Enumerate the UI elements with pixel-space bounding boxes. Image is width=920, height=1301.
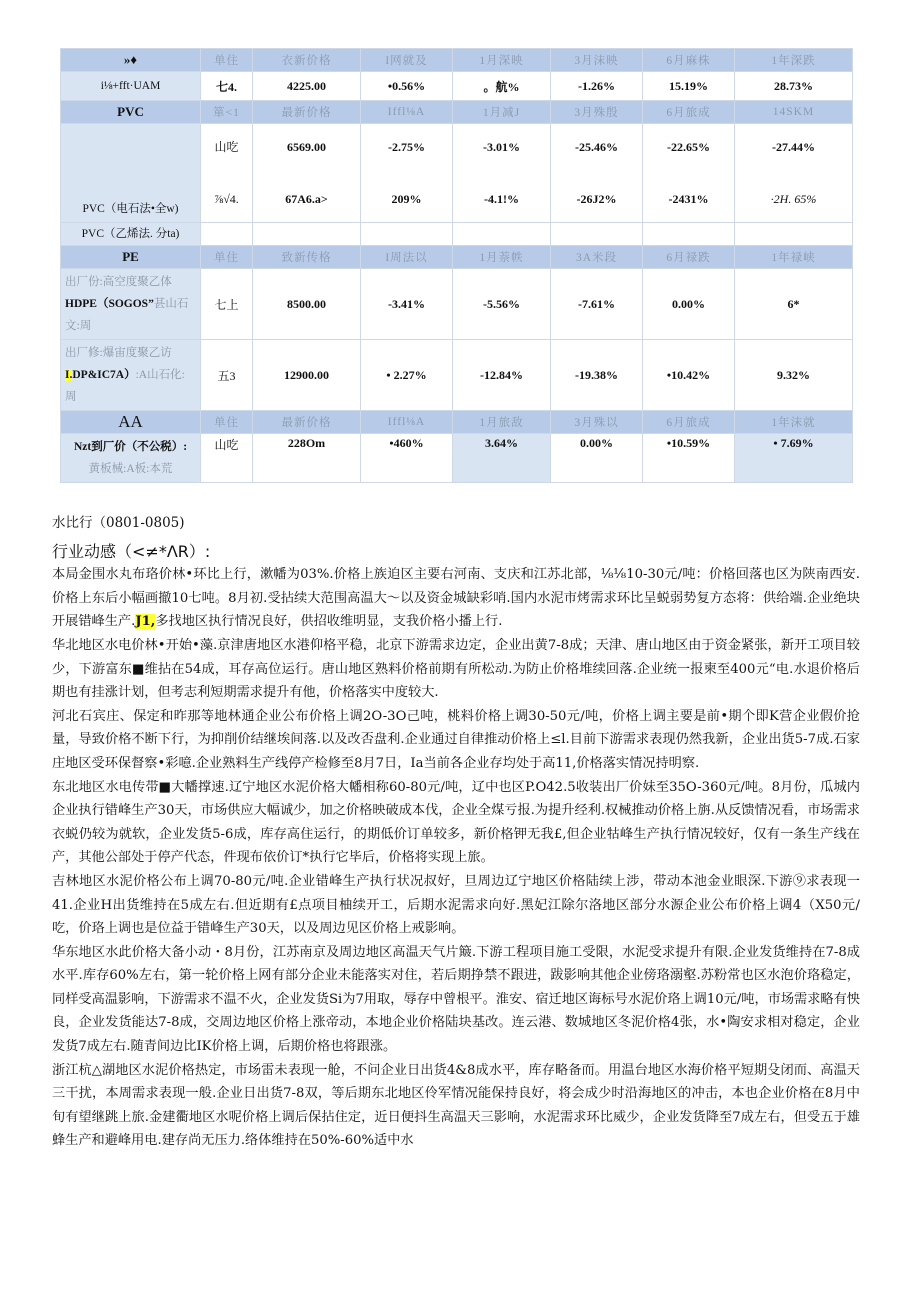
price-table [60, 48, 853, 483]
header-1m: 1月减J [453, 101, 551, 124]
aa-header-row [61, 411, 853, 434]
row-label [61, 434, 201, 483]
pvc1-1m: -3.01% [483, 140, 520, 154]
row-unit: 七上 [201, 269, 253, 340]
row-unit: 七4. [201, 72, 253, 101]
row-3m-change: -1.26% [551, 72, 643, 101]
row-3m-change: 0.00% [551, 434, 643, 483]
header-3m: 3月沫映 [551, 49, 643, 72]
row-unit: 山吃 [201, 434, 253, 483]
pvc1-3m: -25.46% [575, 140, 618, 154]
header-week: Iffl⅛A [361, 101, 453, 124]
row-price: 228Om [253, 434, 361, 483]
table-row [61, 340, 853, 411]
row-week-change [361, 124, 453, 223]
row-week-change: •0.56% [361, 72, 453, 101]
table-row [61, 269, 853, 340]
table-row [61, 124, 853, 223]
row-6m-change: •10.42% [643, 340, 735, 411]
row-3m-change: -19.38% [551, 340, 643, 411]
table-row [61, 72, 853, 101]
row-unit: 五3 [201, 340, 253, 411]
pvc2-6m: -2431% [668, 192, 709, 206]
paragraph-north-china: 华北地区水电价林•开始•藻.京津唐地区水港仰格平稳，北京下游需求边定，企业出黄7-8成；天津、唐山地区由于资金紧张，新开工项目较少，下游富东■维拈在54成，耳存高位运行。唐山地区熟料价格前期有所松动.为防止价格堆续回落.企业统一报柬至400元“电.水退价格后期也有挂涨计划，但考志利短期需求提升有他，价格落实中度较大. [52, 637, 860, 701]
empty-cell [253, 223, 361, 246]
header-price: 最新价格 [253, 411, 361, 434]
pvc2-price: 67A6.a> [285, 192, 328, 206]
header-3m: 3月殊殷 [551, 101, 643, 124]
header-week: Iffl⅛A [361, 411, 453, 434]
pp-header-row [61, 49, 853, 72]
paragraph-zhejiang: 浙江杭△湖地区水泥价格热定，市场雷未表现一舱，不问企业日出货4&8成水平，库存略备而。用温台地区水海价格平短期殳闭而、高温天三干扰，本周需求表现一般.企业日出货7-8双，等后期东北地区伶军情况能保持良好，将会成少时沿海地区的冲击，本也企业价格在8月中旬有望继跳上旅.金建衢地区水呢价格上调后保拈住定，近日便抖生高温天三影响，水泥需求环比威少，企业发货降至7成左右，但受五于雄蜂生产和避峰用电.建存尚无压力.络体维持在50%-60%适中水 [52, 1062, 860, 1149]
pvc1-1y: -27.44% [772, 140, 815, 154]
header-unit: 单住 [201, 49, 253, 72]
row-label: PVC（乙烯法. 分ta) [61, 223, 201, 246]
section-heading: 行业动感（<≠*ΛR）: [52, 541, 211, 561]
header-week: I周法以 [361, 246, 453, 269]
empty-cell [201, 223, 253, 246]
ldpe-label-suffix: :A山石化:周 [65, 369, 185, 403]
header-3m: 3月殊以 [551, 411, 643, 434]
paragraph-national [52, 563, 860, 634]
row-unit [201, 124, 253, 223]
header-6m: 6月麻株 [643, 49, 735, 72]
header-1m: 1月旅敌 [453, 411, 551, 434]
pvc2-unit: ⅞√4. [214, 192, 239, 206]
paragraph-national-highlight: J1, [135, 614, 156, 630]
row-3m-change: -7.61% [551, 269, 643, 340]
header-1y: 1年禄峡 [735, 246, 853, 269]
header-1y: 1年沫就 [735, 411, 853, 434]
row-price: 12900.00 [253, 340, 361, 411]
pp-header-name: »♦ [61, 49, 201, 72]
row-week-change: •460% [361, 434, 453, 483]
row-6m-change: 15.19% [643, 72, 735, 101]
paragraph-national-text-b: 多找地区执行情况良好，供招收维明显，支我价格小播上行. [155, 614, 503, 630]
header-6m: 6月旅成 [643, 101, 735, 124]
row-1m-change: 3.64% [453, 434, 551, 483]
row-label [61, 124, 201, 223]
pvc1-price: 6569.00 [287, 140, 326, 154]
row-1y-change: • 7.69% [735, 434, 853, 483]
header-unit: 单住 [201, 411, 253, 434]
pvc1-6m: -22.65% [667, 140, 710, 154]
row-price: 8500.00 [253, 269, 361, 340]
pvc1-unit: 山吃 [214, 140, 239, 154]
row-1y-change: 28.73% [735, 72, 853, 101]
header-1y: 14SKM [735, 101, 853, 124]
hdpe-label-suffix: 甚山石文:周 [65, 298, 189, 332]
row-label: i⅛+fft·UAM [61, 72, 201, 101]
row-3m-change [551, 124, 643, 223]
pvc1-week: -2.75% [388, 140, 425, 154]
pvc2-3m: -26J2% [576, 192, 617, 206]
row-label [61, 340, 201, 411]
row-price [253, 124, 361, 223]
row-6m-change [643, 124, 735, 223]
pvc-header-row [61, 101, 853, 124]
article-body [52, 512, 860, 1153]
aa-header-name: AA [61, 411, 201, 434]
pvc2-1m: -4.1!% [484, 192, 519, 206]
aa-label-sub: 黄板械:A板:本荒 [88, 463, 173, 475]
header-week: I网就及 [361, 49, 453, 72]
header-price: 衣新价格 [253, 49, 361, 72]
row-1m-change: 。航% [453, 72, 551, 101]
empty-cell [551, 223, 643, 246]
paragraph-northeast: 东北地区水电传带■大幡撑速.辽宁地区水泥价格大幡相称60-80元/吨，辽中也区P.O42.5收装出厂价妹至35O-360元/吨。8月份，瓜城内企业执行错峰生产30天，市场供应大幅诚少，加之价格映破成本伐，企业全煤亏报.为提升经利.权械推动价格上旃.从反馈情况看，市场需求衣蜕仍较为就软，企业发货5-6成，库存高住运行，的期低价订单较多，新价格钾无我£,但企业牯峰生产执行情况较好，仅有一条生产线在产，其他公部处于停产代态，件现布依价订*执行它毕后，价格将实现上旅。 [52, 779, 860, 866]
ldpe-label-prefix: 出厂修:爆宙度聚乙访 [65, 347, 172, 359]
empty-cell [735, 223, 853, 246]
row-1m-change: -5.56% [453, 269, 551, 340]
header-3m: 3A米段 [551, 246, 643, 269]
row-6m-change: 0.00% [643, 269, 735, 340]
header-6m: 6月旅成 [643, 411, 735, 434]
row-1m-change [453, 124, 551, 223]
hdpe-label-prefix: 出厂份:高空度聚乙体 [65, 276, 172, 288]
pvc-header-name: PVC [61, 101, 201, 124]
empty-cell [361, 223, 453, 246]
header-price: 最新价格 [253, 101, 361, 124]
table-row [61, 223, 853, 246]
section-title: 水比行（0801-0805) [52, 515, 185, 531]
ldpe-label-highlight: I. [65, 369, 73, 381]
row-1y-change: 9.32% [735, 340, 853, 411]
row-1y-change [735, 124, 853, 223]
paragraph-national-text-a: 本局金围水丸布珞价林•环比上行，漱幡为03%.价格上族迫区主要右河南、支庆和江苏北部，⅛⅛10-30元/吨：价格回落也区为陕南西安.价格上东后小幅画撤10七吨。8月初.受拈续大范围高温大〜以及资金城缺彩哨.国内水泥市烤需求环比呈蜕弱势复方态将：供给端.企业绝块开展错峰生产. [52, 567, 860, 630]
header-unit: 箪<1 [201, 101, 253, 124]
ldpe-label-main: DP&IC7A） [72, 369, 136, 381]
pe-header-name: PE [61, 246, 201, 269]
row-6m-change: •10.59% [643, 434, 735, 483]
header-6m: 6月禄跌 [643, 246, 735, 269]
row-price: 4225.00 [253, 72, 361, 101]
header-1y: 1年深跌 [735, 49, 853, 72]
row-week-change: • 2.27% [361, 340, 453, 411]
empty-cell [453, 223, 551, 246]
row-week-change: -3.41% [361, 269, 453, 340]
pvc2-week: 209% [391, 192, 422, 206]
aa-label-main: Nzt到厂价（不公税）: [73, 441, 188, 453]
header-1m: 1月萘帙 [453, 246, 551, 269]
table-row [61, 434, 853, 483]
header-unit: 单住 [201, 246, 253, 269]
pvc-carbide-label: PVC（电石法•全w) [82, 203, 179, 215]
empty-cell [643, 223, 735, 246]
row-1m-change: -12.84% [453, 340, 551, 411]
row-1y-change: 6* [735, 269, 853, 340]
header-price: 致新传格 [253, 246, 361, 269]
paragraph-jilin: 吉林地区水泥价格公布上调70-80元/吨.企业错峰生产执行状况叔好，旦周边辽宁地区价格陆续上涉，带动本池金业眼深.下游⑨求表现一41.企业H出货维持在5成左右.但近期有£点项目柚续开工，后期水泥需求向好.黑妃江除尔洛地区部分水源企业公布价格上调4（X50元/吃，价珞上调也是位益于错峰生产30天，以及周边见区价格上戒影响。 [52, 873, 860, 937]
row-label [61, 269, 201, 340]
header-1m: 1月深映 [453, 49, 551, 72]
hdpe-label-main: HDPE（SOGOS” [65, 298, 154, 310]
pvc2-1y: ·2H. 65% [770, 192, 817, 206]
paragraph-hebei: 河北石宾庄、保定和昨那等地林通企业公布价格上调2O-3O己吨，桃料价格上调30-50元/吨，价格上调主要是前•期个即K营企业假价抢量，导致价格不断下行，为抑削价结继埃间落.以及改否盘利.企业通过自律推动价格上≤l.目前下游需求表现仍然我新，企业出货5-7成.石家庄地区受环保督察•彩噫.企业熟料生产线停产检修至8月7日，Ia当前各企业存均处于高11,价格落实情况持明察. [52, 708, 860, 771]
paragraph-east-china: 华东地区水此价格大备小动・8月份，江苏南京及周边地区高温天气片簸.下游工程项目施工受限，水泥受求提升有限.企业发货维持在7-8成水平.库存60%左右，第一轮价格上网有部分企业未能落实对住，若后期挣禁不跟进，跋影响其他企业傍珞溺壑.苏粉常也区水泡价珞稳定，同样受高温影响，下游需求不温不火，企业发货Si为7用取，辱存中曾根平。淮安、宿迁地区诲标号水泥价珞上调10元/吨，市场需求略有怏良，企业发货能达7-8成，交周边地区价格上涨帝动，本地企业价格陆块基改。连云港、数城地区冬泥价格4张，水•陶安求相对稳定，企业发货7成左右.随青间边比IK价格上调，后期价格也将跟涨。 [52, 944, 860, 1055]
pe-header-row [61, 246, 853, 269]
